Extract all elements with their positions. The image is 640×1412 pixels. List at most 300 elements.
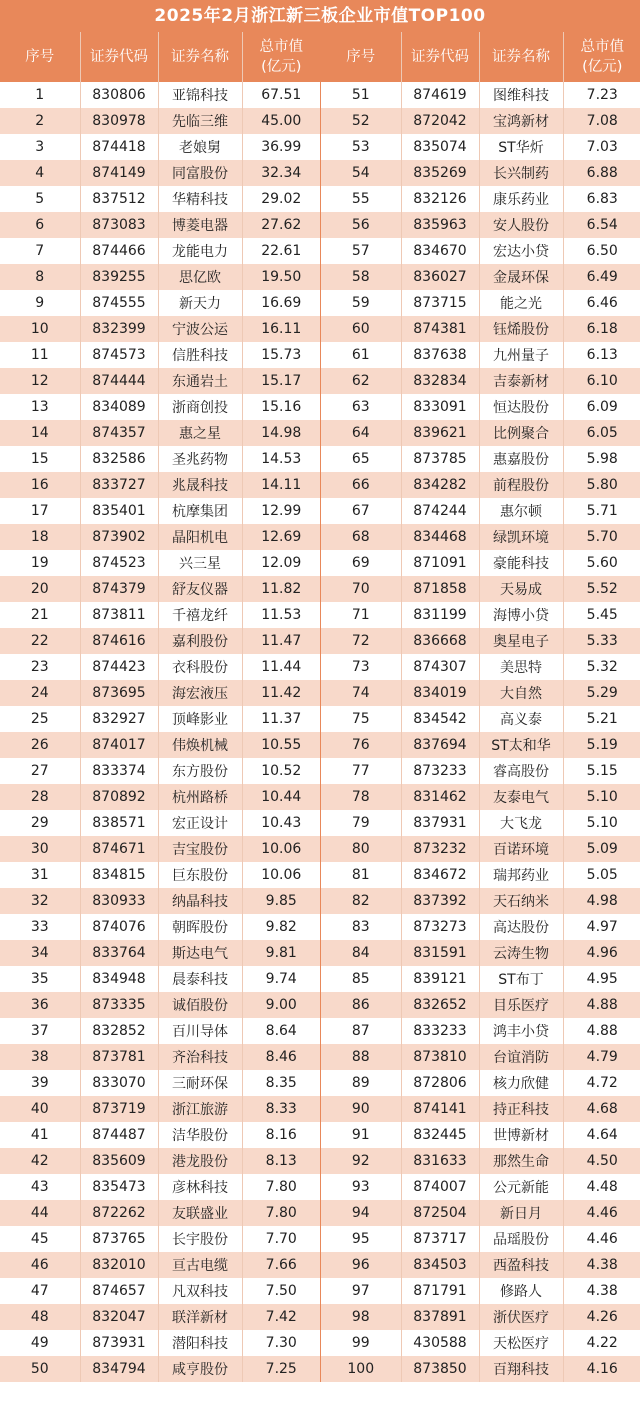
cell-code: 874357 — [80, 420, 158, 446]
cell-rank: 3 — [0, 134, 80, 160]
table-row — [0, 706, 320, 732]
cell-value: 22.61 — [261, 243, 302, 259]
cell-rank: 31 — [0, 862, 80, 888]
cell-rank: 58 — [321, 264, 401, 290]
table-row — [321, 628, 640, 654]
cell-value: 29.02 — [261, 191, 302, 207]
cell-code: 834672 — [401, 862, 479, 888]
cell-rank: 60 — [321, 316, 401, 342]
cell-value: 5.21 — [586, 711, 618, 727]
cell-code: 874619 — [401, 82, 479, 108]
cell-code: 870892 — [80, 784, 158, 810]
cell-code: 872504 — [401, 1200, 479, 1226]
table-row — [0, 1356, 320, 1382]
table-row — [321, 836, 640, 862]
cell-rank: 89 — [321, 1070, 401, 1096]
table-row — [0, 1018, 320, 1044]
cell-value: 9.81 — [265, 945, 297, 961]
ranking-table-right — [321, 32, 640, 1382]
table-row — [0, 550, 320, 576]
cell-rank: 9 — [0, 290, 80, 316]
table-row — [321, 1330, 640, 1356]
table-row — [0, 1174, 320, 1200]
cell-name: 钰烯股份 — [479, 316, 563, 342]
table-container — [0, 32, 640, 1382]
cell-rank: 71 — [321, 602, 401, 628]
cell-name: 浙商创投 — [158, 394, 242, 420]
cell-rank: 33 — [0, 914, 80, 940]
cell-name: 安人股份 — [479, 212, 563, 238]
cell-name: 浙江旅游 — [158, 1096, 242, 1122]
table-row — [0, 134, 320, 160]
cell-code: 833764 — [80, 940, 158, 966]
cell-value: 11.82 — [261, 581, 302, 597]
cell-code: 835269 — [401, 160, 479, 186]
cell-value: 4.95 — [586, 971, 618, 987]
cell-value: 5.52 — [586, 581, 618, 597]
cell-rank: 35 — [0, 966, 80, 992]
table-row — [321, 394, 640, 420]
cell-value: 8.33 — [265, 1101, 297, 1117]
cell-code: 873810 — [401, 1044, 479, 1070]
header-rank: 序号 — [321, 32, 401, 82]
cell-value: 4.46 — [586, 1231, 618, 1247]
cell-code: 839255 — [80, 264, 158, 290]
cell-rank: 54 — [321, 160, 401, 186]
table-row — [321, 680, 640, 706]
table-row — [321, 888, 640, 914]
table-row — [0, 1148, 320, 1174]
cell-rank: 64 — [321, 420, 401, 446]
cell-rank: 81 — [321, 862, 401, 888]
cell-value: 10.06 — [261, 841, 302, 857]
cell-rank: 72 — [321, 628, 401, 654]
cell-code: 832586 — [80, 446, 158, 472]
table-row — [0, 108, 320, 134]
cell-value: 7.25 — [265, 1361, 297, 1377]
cell-rank: 15 — [0, 446, 80, 472]
table-row — [321, 446, 640, 472]
cell-code: 873273 — [401, 914, 479, 940]
cell-rank: 19 — [0, 550, 80, 576]
cell-rank: 26 — [0, 732, 80, 758]
header-value-line1: 总市值 — [580, 39, 624, 55]
cell-value: 7.03 — [586, 139, 618, 155]
cell-name: 顶峰影业 — [158, 706, 242, 732]
cell-rank: 55 — [321, 186, 401, 212]
cell-code: 839621 — [401, 420, 479, 446]
cell-code: 874616 — [80, 628, 158, 654]
cell-value: 7.80 — [265, 1205, 297, 1221]
cell-code: 837512 — [80, 186, 158, 212]
cell-rank: 41 — [0, 1122, 80, 1148]
cell-value: 10.44 — [261, 789, 302, 805]
cell-code: 836668 — [401, 628, 479, 654]
header-value — [242, 32, 320, 82]
table-row — [321, 420, 640, 446]
cell-name: 天石纳米 — [479, 888, 563, 914]
cell-value: 14.53 — [261, 451, 302, 467]
table-row — [321, 940, 640, 966]
header-value-line1: 总市值 — [259, 39, 303, 55]
table-row — [321, 758, 640, 784]
cell-code: 874555 — [80, 290, 158, 316]
cell-code: 874466 — [80, 238, 158, 264]
cell-value: 9.00 — [265, 997, 297, 1013]
table-row — [321, 290, 640, 316]
cell-value: 7.08 — [586, 113, 618, 129]
cell-code: 873811 — [80, 602, 158, 628]
cell-value: 5.98 — [586, 451, 618, 467]
cell-code: 872042 — [401, 108, 479, 134]
cell-rank: 68 — [321, 524, 401, 550]
cell-rank: 6 — [0, 212, 80, 238]
cell-value: 4.46 — [586, 1205, 618, 1221]
cell-value: 6.18 — [586, 321, 618, 337]
cell-rank: 13 — [0, 394, 80, 420]
cell-rank: 50 — [0, 1356, 80, 1382]
cell-rank: 46 — [0, 1252, 80, 1278]
cell-rank: 75 — [321, 706, 401, 732]
cell-name: 伟焕机械 — [158, 732, 242, 758]
cell-value: 8.64 — [265, 1023, 297, 1039]
cell-value: 5.15 — [586, 763, 618, 779]
cell-value: 5.80 — [586, 477, 618, 493]
table-row — [321, 524, 640, 550]
cell-value: 12.99 — [261, 503, 302, 519]
cell-rank: 32 — [0, 888, 80, 914]
cell-code: 874573 — [80, 342, 158, 368]
table-row — [0, 290, 320, 316]
table-row — [0, 316, 320, 342]
cell-value: 32.34 — [261, 165, 302, 181]
cell-rank: 39 — [0, 1070, 80, 1096]
cell-rank: 79 — [321, 810, 401, 836]
cell-rank: 23 — [0, 654, 80, 680]
cell-name: 大飞龙 — [479, 810, 563, 836]
cell-value: 5.10 — [586, 789, 618, 805]
cell-code: 837891 — [401, 1304, 479, 1330]
cell-value: 4.97 — [586, 919, 618, 935]
cell-value: 6.09 — [586, 399, 618, 415]
cell-name: 大自然 — [479, 680, 563, 706]
table-row — [321, 1278, 640, 1304]
cell-name: 斯达电气 — [158, 940, 242, 966]
cell-value: 11.42 — [261, 685, 302, 701]
cell-value: 15.16 — [261, 399, 302, 415]
table-row — [0, 602, 320, 628]
cell-name: 博菱电器 — [158, 212, 242, 238]
table-row — [0, 186, 320, 212]
cell-name: 吉泰新材 — [479, 368, 563, 394]
cell-value: 4.22 — [586, 1335, 618, 1351]
cell-value: 4.88 — [586, 997, 618, 1013]
table-row — [0, 1044, 320, 1070]
cell-code: 873719 — [80, 1096, 158, 1122]
cell-value: 12.09 — [261, 555, 302, 571]
cell-code: 874017 — [80, 732, 158, 758]
cell-code: 834503 — [401, 1252, 479, 1278]
cell-rank: 30 — [0, 836, 80, 862]
cell-value: 5.60 — [586, 555, 618, 571]
cell-name: 思亿欧 — [158, 264, 242, 290]
cell-code: 832445 — [401, 1122, 479, 1148]
cell-rank: 80 — [321, 836, 401, 862]
cell-name: 核力欣健 — [479, 1070, 563, 1096]
cell-code: 871858 — [401, 576, 479, 602]
cell-name: 宏正设计 — [158, 810, 242, 836]
cell-rank: 96 — [321, 1252, 401, 1278]
cell-value: 9.82 — [265, 919, 297, 935]
cell-rank: 40 — [0, 1096, 80, 1122]
table-row — [0, 498, 320, 524]
table-row — [0, 940, 320, 966]
cell-name: 凡双科技 — [158, 1278, 242, 1304]
cell-name: 长兴制药 — [479, 160, 563, 186]
cell-value: 8.35 — [265, 1075, 297, 1091]
header-code: 证券代码 — [80, 32, 158, 82]
cell-code: 874657 — [80, 1278, 158, 1304]
cell-value: 4.96 — [586, 945, 618, 961]
table-row — [321, 1304, 640, 1330]
header-row — [0, 32, 320, 82]
cell-name: 宝鸿新材 — [479, 108, 563, 134]
cell-code: 836027 — [401, 264, 479, 290]
cell-value: 6.10 — [586, 373, 618, 389]
cell-name: 睿高股份 — [479, 758, 563, 784]
cell-name: 千禧龙纤 — [158, 602, 242, 628]
cell-code: 874244 — [401, 498, 479, 524]
cell-code: 872262 — [80, 1200, 158, 1226]
table-row — [0, 758, 320, 784]
cell-value: 4.50 — [586, 1153, 618, 1169]
cell-code: 832852 — [80, 1018, 158, 1044]
table-row — [0, 680, 320, 706]
cell-code: 874423 — [80, 654, 158, 680]
cell-code: 874307 — [401, 654, 479, 680]
cell-rank: 27 — [0, 758, 80, 784]
cell-code: 830806 — [80, 82, 158, 108]
cell-value: 16.69 — [261, 295, 302, 311]
cell-name: 朝晖股份 — [158, 914, 242, 940]
cell-name: 友联盛业 — [158, 1200, 242, 1226]
cell-code: 833374 — [80, 758, 158, 784]
cell-name: 嘉利股份 — [158, 628, 242, 654]
cell-value: 10.55 — [261, 737, 302, 753]
cell-code: 873232 — [401, 836, 479, 862]
cell-name: 龙能电力 — [158, 238, 242, 264]
cell-code: 835473 — [80, 1174, 158, 1200]
cell-code: 834948 — [80, 966, 158, 992]
table-row — [0, 576, 320, 602]
table-row — [0, 1200, 320, 1226]
cell-rank: 20 — [0, 576, 80, 602]
cell-name: 修路人 — [479, 1278, 563, 1304]
table-row — [321, 602, 640, 628]
cell-rank: 92 — [321, 1148, 401, 1174]
cell-value: 11.37 — [261, 711, 302, 727]
table-row — [0, 810, 320, 836]
cell-rank: 17 — [0, 498, 80, 524]
cell-rank: 94 — [321, 1200, 401, 1226]
cell-rank: 62 — [321, 368, 401, 394]
table-row — [321, 966, 640, 992]
table-row — [321, 160, 640, 186]
cell-value: 5.09 — [586, 841, 618, 857]
cell-rank: 77 — [321, 758, 401, 784]
cell-name: 友泰电气 — [479, 784, 563, 810]
cell-name: 美思特 — [479, 654, 563, 680]
cell-name: 比例聚合 — [479, 420, 563, 446]
cell-rank: 37 — [0, 1018, 80, 1044]
cell-code: 874523 — [80, 550, 158, 576]
cell-code: 835963 — [401, 212, 479, 238]
cell-rank: 49 — [0, 1330, 80, 1356]
cell-code: 835074 — [401, 134, 479, 160]
cell-rank: 93 — [321, 1174, 401, 1200]
cell-rank: 22 — [0, 628, 80, 654]
cell-name: ST布丁 — [479, 966, 563, 992]
table-row — [0, 654, 320, 680]
table-row — [321, 82, 640, 108]
cell-code: 874007 — [401, 1174, 479, 1200]
table-body-right — [321, 82, 640, 1382]
cell-name: 九州量子 — [479, 342, 563, 368]
cell-rank: 7 — [0, 238, 80, 264]
cell-code: 873717 — [401, 1226, 479, 1252]
cell-value: 8.16 — [265, 1127, 297, 1143]
cell-value: 7.23 — [586, 87, 618, 103]
header-code: 证券代码 — [401, 32, 479, 82]
cell-value: 9.85 — [265, 893, 297, 909]
cell-rank: 10 — [0, 316, 80, 342]
cell-value: 15.17 — [261, 373, 302, 389]
cell-rank: 11 — [0, 342, 80, 368]
table-body-left — [0, 82, 320, 1382]
cell-name: 惠之星 — [158, 420, 242, 446]
cell-code: 831633 — [401, 1148, 479, 1174]
cell-code: 834089 — [80, 394, 158, 420]
cell-value: 14.98 — [261, 425, 302, 441]
cell-rank: 88 — [321, 1044, 401, 1070]
cell-name: 高义泰 — [479, 706, 563, 732]
cell-rank: 45 — [0, 1226, 80, 1252]
cell-name: 天易成 — [479, 576, 563, 602]
table-row — [321, 706, 640, 732]
cell-name: 百川导体 — [158, 1018, 242, 1044]
cell-value: 7.50 — [265, 1283, 297, 1299]
header-value — [563, 32, 640, 82]
table-row — [321, 1122, 640, 1148]
cell-name: 台谊消防 — [479, 1044, 563, 1070]
cell-value: 6.50 — [586, 243, 618, 259]
cell-value: 7.70 — [265, 1231, 297, 1247]
cell-name: 瑞邦药业 — [479, 862, 563, 888]
cell-code: 834542 — [401, 706, 479, 732]
cell-name: 舒友仪器 — [158, 576, 242, 602]
cell-code: 874379 — [80, 576, 158, 602]
cell-name: ST太和华 — [479, 732, 563, 758]
cell-rank: 42 — [0, 1148, 80, 1174]
cell-name: 亘古电缆 — [158, 1252, 242, 1278]
cell-code: 873335 — [80, 992, 158, 1018]
cell-name: 晶阳机电 — [158, 524, 242, 550]
cell-name: 长宇股份 — [158, 1226, 242, 1252]
table-row — [321, 1226, 640, 1252]
cell-value: 67.51 — [261, 87, 302, 103]
cell-code: 874076 — [80, 914, 158, 940]
cell-value: 27.62 — [261, 217, 302, 233]
cell-rank: 98 — [321, 1304, 401, 1330]
cell-code: 874141 — [401, 1096, 479, 1122]
table-row — [321, 212, 640, 238]
cell-name: 兴三星 — [158, 550, 242, 576]
cell-name: 海博小贷 — [479, 602, 563, 628]
cell-value: 6.05 — [586, 425, 618, 441]
cell-name: 目乐医疗 — [479, 992, 563, 1018]
cell-code: 834282 — [401, 472, 479, 498]
cell-code: 831591 — [401, 940, 479, 966]
cell-value: 11.53 — [261, 607, 302, 623]
cell-value: 7.80 — [265, 1179, 297, 1195]
cell-name: 世博新材 — [479, 1122, 563, 1148]
cell-value: 5.10 — [586, 815, 618, 831]
cell-rank: 65 — [321, 446, 401, 472]
cell-value: 4.38 — [586, 1283, 618, 1299]
cell-rank: 95 — [321, 1226, 401, 1252]
cell-code: 839121 — [401, 966, 479, 992]
table-row — [0, 1252, 320, 1278]
cell-code: 834019 — [401, 680, 479, 706]
cell-code: 834468 — [401, 524, 479, 550]
cell-value: 5.32 — [586, 659, 618, 675]
cell-value: 11.44 — [261, 659, 302, 675]
table-row — [0, 1278, 320, 1304]
cell-value: 4.79 — [586, 1049, 618, 1065]
cell-value: 5.45 — [586, 607, 618, 623]
cell-name: 持正科技 — [479, 1096, 563, 1122]
cell-value: 4.26 — [586, 1309, 618, 1325]
header-name: 证券名称 — [479, 32, 563, 82]
cell-rank: 100 — [321, 1356, 401, 1382]
cell-rank: 63 — [321, 394, 401, 420]
cell-name: 公元新能 — [479, 1174, 563, 1200]
cell-value: 5.29 — [586, 685, 618, 701]
left-panel — [0, 32, 320, 1382]
cell-code: 871791 — [401, 1278, 479, 1304]
cell-rank: 87 — [321, 1018, 401, 1044]
cell-code: 837392 — [401, 888, 479, 914]
table-row — [0, 1304, 320, 1330]
table-row — [321, 1148, 640, 1174]
cell-value: 5.05 — [586, 867, 618, 883]
cell-name: 联洋新材 — [158, 1304, 242, 1330]
cell-rank: 53 — [321, 134, 401, 160]
cell-value: 4.68 — [586, 1101, 618, 1117]
cell-code: 837931 — [401, 810, 479, 836]
cell-value: 5.71 — [586, 503, 618, 519]
ranking-table-left — [0, 32, 320, 1382]
table-row — [321, 108, 640, 134]
cell-name: 品瑶股份 — [479, 1226, 563, 1252]
cell-code: 837694 — [401, 732, 479, 758]
table-row — [0, 836, 320, 862]
cell-value: 6.46 — [586, 295, 618, 311]
cell-rank: 14 — [0, 420, 80, 446]
cell-name: 鸿丰小贷 — [479, 1018, 563, 1044]
table-row — [321, 472, 640, 498]
cell-name: 齐治科技 — [158, 1044, 242, 1070]
